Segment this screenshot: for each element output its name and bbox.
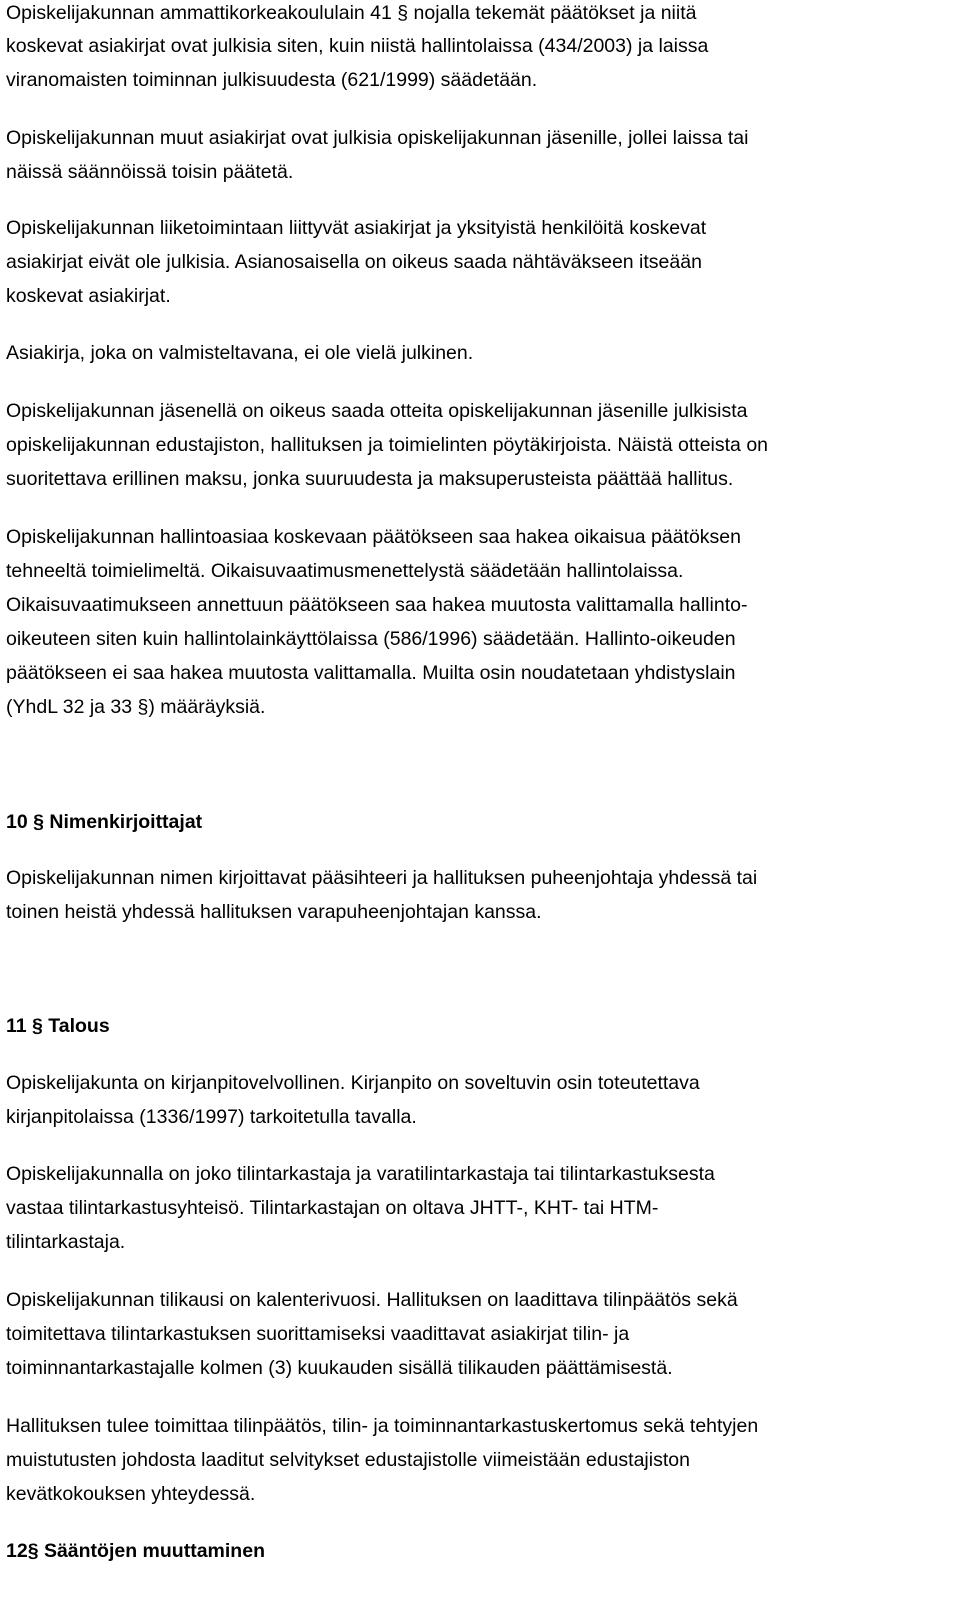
text-line: vastaa tilintarkastusyhteisö. Tilintarkastajan on oltava JHTT-, KHT- tai HTM- (6, 1197, 659, 1219)
text-line: Opiskelijakunnan muut asiakirjat ovat julkisia opiskelijakunnan jäsenille, jollei laissa tai (6, 127, 749, 149)
text-line: viranomaisten toiminnan julkisuudesta (621/1999) säädetään. (6, 69, 538, 91)
text-line: toiminnantarkastajalle kolmen (3) kuukauden sisällä tilikauden päättämisestä. (6, 1357, 673, 1379)
text-line: Opiskelijakunnan jäsenellä on oikeus saada otteita opiskelijakunnan jäsenille julkisista (6, 400, 748, 422)
section-heading-signatories: 10 § Nimenkirjoittajat (6, 811, 203, 833)
text-line: tehneeltä toimielimeltä. Oikaisuvaatimusmenettelystä säädetään hallintolaissa. (6, 560, 684, 582)
text-line: Opiskelijakunnan ammattikorkeakoululain 41 § nojalla tekemät päätökset ja niitä (6, 2, 697, 24)
text-line: Opiskelijakunnan nimen kirjoittavat pääsihteeri ja hallituksen puheenjohtaja yhdessä tai (6, 867, 758, 889)
text-line: Opiskelijakunnan tilikausi on kalenterivuosi. Hallituksen on laadittava tilinpäätös sekä (6, 1289, 738, 1311)
text-line: Opiskelijakunnalla on joko tilintarkastaja ja varatilintarkastaja tai tilintarkastuksesta (6, 1163, 715, 1185)
text-line: päätökseen ei saa hakea muutosta valittamalla. Muilta osin noudatetaan yhdistyslain (6, 662, 736, 684)
section-heading-finance: 11 § Talous (6, 1015, 110, 1037)
text-line: Opiskelijakunnan liiketoimintaan liittyvät asiakirjat ja yksityistä henkilöitä koskevat (6, 217, 707, 239)
text-line: Opiskelijakunta on kirjanpitovelvollinen. Kirjanpito on soveltuvin osin toteutettava (6, 1072, 700, 1094)
text-line: Asiakirja, joka on valmisteltavana, ei ole vielä julkinen. (6, 342, 474, 364)
text-line: kevätkokouksen yhteydessä. (6, 1483, 256, 1505)
text-line: suoritettava erillinen maksu, jonka suuruudesta ja maksuperusteista päättää hallitus. (6, 468, 734, 490)
text-line: muistutusten johdosta laaditut selvitykset edustajistolle viimeistään edustajiston (6, 1449, 690, 1471)
text-line: koskevat asiakirjat ovat julkisia siten, kuin niistä hallintolaissa (434/2003) ja laissa (6, 35, 709, 57)
text-line: oikeuteen siten kuin hallintolainkäyttölaissa (586/1996) säädetään. Hallinto-oikeuden (6, 628, 736, 650)
text-line: kirjanpitolaissa (1336/1997) tarkoitetulla tavalla. (6, 1106, 417, 1128)
text-line: näissä säännöissä toisin päätetä. (6, 161, 294, 183)
text-line: tilintarkastaja. (6, 1231, 126, 1253)
text-line: opiskelijakunnan edustajiston, hallituksen ja toimielinten pöytäkirjoista. Näistä otteista on (6, 434, 769, 456)
text-line: (YhdL 32 ja 33 §) määräyksiä. (6, 696, 266, 718)
text-line: koskevat asiakirjat. (6, 285, 171, 307)
text-line: Hallituksen tulee toimittaa tilinpäätös, tilin- ja toiminnantarkastuskertomus sekä tehtyjen (6, 1415, 759, 1437)
text-line: toinen heistä yhdessä hallituksen varapuheenjohtajan kanssa. (6, 901, 542, 923)
section-heading-amending-rules: 12§ Sääntöjen muuttaminen (6, 1540, 265, 1562)
text-line: Oikaisuvaatimukseen annettuun päätökseen saa hakea muutosta valittamalla hallinto- (6, 594, 748, 616)
text-line: Opiskelijakunnan hallintoasiaa koskevaan päätökseen saa hakea oikaisua päätöksen (6, 526, 742, 548)
text-line: asiakirjat eivät ole julkisia. Asianosaisella on oikeus saada nähtäväkseen itseään (6, 251, 702, 273)
text-line: toimitettava tilintarkastuksen suorittamiseksi vaadittavat asiakirjat tilin- ja (6, 1323, 630, 1345)
